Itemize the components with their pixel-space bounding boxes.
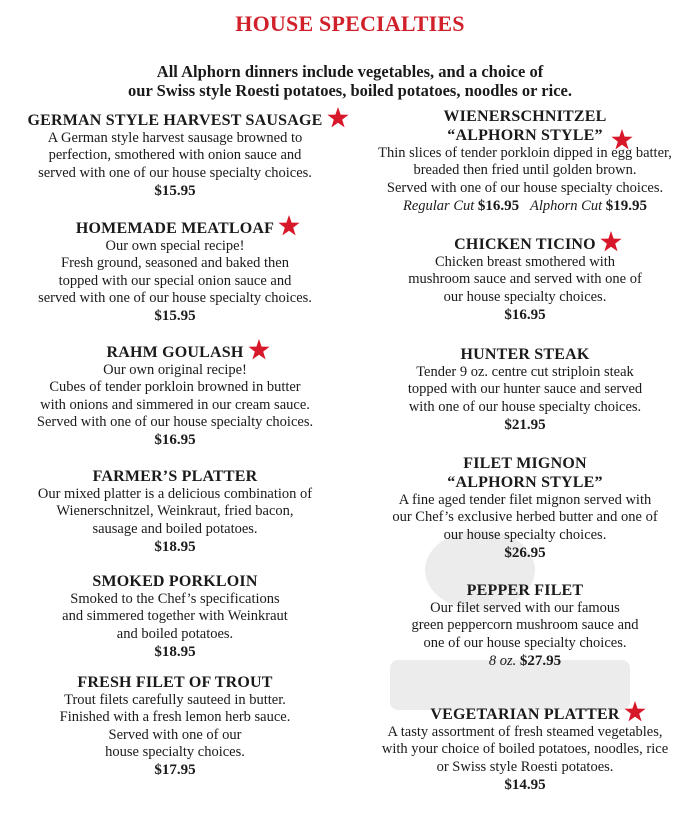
menu-item-name [454,235,596,254]
red-star-icon [278,215,300,237]
menu-item-description-line: our house specialty choices. [443,526,607,543]
menu-item-title: RAHM GOULASH [106,344,244,361]
menu-item-description-line: topped with our special onion sauce and [58,272,292,289]
menu-item-title: FARMER’S PLATTER [92,468,258,485]
intro-line-2: our Swiss style Roesti potatoes, boiled potatoes, noodles or rice. [128,81,572,100]
menu-item-description-line: served with one of our house specialty choices. [38,289,312,306]
menu-item-description-line: Served with one of our house specialty choices. [386,179,664,196]
price-option-value: $27.95 [519,652,562,669]
menu-item [0,673,350,779]
menu-item-description-line: with onions and simmered in our cream sauce. [40,396,310,413]
menu-item-description-line: green peppercorn mushroom sauce and [411,617,639,634]
price-option-label: 8 oz. [488,652,517,669]
menu-item [0,572,350,661]
menu-item-title: FRESH FILET OF TROUT [77,674,273,691]
menu-item-title: PEPPER FILET [466,582,584,599]
menu-item-description-line: A German style harvest sausage browned to [47,130,303,146]
menu-item [350,454,700,562]
menu-item-description-line: Finished with a fresh lemon herb sauce. [59,709,291,726]
menu-item-price: $15.95 [154,182,196,199]
menu-item-price: $15.95 [154,308,196,325]
menu-item-description-line: Our filet served with our famous [430,600,620,616]
menu-item-title: HUNTER STEAK [460,346,590,363]
menu-item-name [447,454,602,492]
menu-item-description-line: one of our house specialty choices. [423,634,627,651]
red-star-icon [624,701,646,723]
red-star-icon [611,129,633,151]
menu-item [0,343,350,449]
menu-item-description-line: our Chef’s exclusive herbed butter and one of [392,509,658,526]
menu-item-name [430,705,619,724]
menu-item-description-line: A tasty assortment of fresh steamed vegetables, [387,724,663,740]
menu-item-title: VEGETARIAN PLATTER [430,706,620,723]
menu-item-name [467,581,584,600]
menu-item-subtitle: “ALPHORN STYLE” [447,474,603,491]
menu-item [350,581,700,670]
menu-item-price: $16.95 [504,306,546,323]
menu-item-description-line: and boiled potatoes. [116,625,234,642]
menu-item [350,107,700,215]
menu-item-description-line: Served with one of our house specialty choices. [36,413,314,430]
menu-item-description-line: Served with one of our [108,726,242,743]
menu-item-description-line: or Swiss style Roesti potatoes. [436,758,614,775]
menu-item-description-line: Trout filets carefully sauteed in butter. [64,692,286,708]
menu-item-name [77,673,272,692]
price-option-label: Alphorn Cut [530,197,603,214]
price-option-label: Regular Cut [402,197,475,214]
menu-item-description-line: mushroom sauce and served with one of [408,271,642,288]
menu-item-description-line: topped with our hunter sauce and served [407,381,643,398]
menu-item-description-line: Tender 9 oz. centre cut striploin steak [416,364,634,380]
menu-item-price-options [350,197,700,215]
menu-item-description-line: Our own special recipe! [105,238,245,254]
menu-item-price: $18.95 [154,643,196,660]
menu-item-title: WIENERSCHNITZEL [443,108,607,125]
menu-item-title: FILET MIGNON [463,455,587,472]
page-title: HOUSE SPECIALTIES [235,11,465,36]
menu-item-name [93,467,258,486]
price-option-value: $16.95 [477,197,520,214]
red-star-icon [248,339,270,361]
red-star-icon [600,231,622,253]
menu-item-description-line: Our mixed platter is a delicious combination of [37,486,313,502]
menu-item [0,111,350,200]
menu-item-name [443,107,606,145]
menu-item-description-line: house specialty choices. [105,743,245,760]
menu-item-description-line: with your choice of boiled potatoes, noodles, rice [381,741,669,758]
menu-item [0,219,350,325]
menu-item-title: CHICKEN TICINO [454,236,596,253]
menu-item-description-line: Smoked to the Chef’s specifications [70,591,280,607]
menu-item [350,345,700,434]
menu-item-description-line: served with one of our house specialty choices. [38,164,312,181]
menu-item-price: $21.95 [504,416,546,433]
menu-item-name [27,111,322,130]
menu-item-description-line: Wienerschnitzel, Weinkraut, fried bacon, [56,503,294,520]
menu-item-description-line: perfection, smothered with onion sauce and [48,147,302,164]
intro-text [0,62,700,100]
price-option-value: $19.95 [605,197,648,214]
menu-item-description-line: and simmered together with Weinkraut [62,608,288,625]
menu-item-description-line: Chicken breast smothered with [435,254,615,270]
menu-item-price: $26.95 [504,544,546,561]
menu-item-description-line: with one of our house specialty choices. [408,398,642,415]
menu-item-description-line: Our own original recipe! [103,362,247,378]
menu-item [350,235,700,324]
menu-item-description-line: Fresh ground, seasoned and baked then [61,255,289,272]
intro-line-1: All Alphorn dinners include vegetables, and a choice of [156,62,544,81]
menu-item-name [460,345,589,364]
menu-item-title: GERMAN STYLE HARVEST SAUSAGE [27,112,323,129]
menu-item-title: SMOKED PORKLOIN [92,573,258,590]
menu-item-name [76,219,274,238]
menu-item [350,705,700,794]
menu-item-description-line: A fine aged tender filet mignon served with [398,492,652,508]
menu-item-description-line: sausage and boiled potatoes. [92,520,258,537]
menu-item-description-line: breaded then fried until golden brown. [413,162,637,179]
menu-item-description-line: our house specialty choices. [443,288,607,305]
menu-item [0,467,350,556]
menu-item-price: $14.95 [504,776,546,793]
menu-item-name [92,572,257,591]
red-star-icon [327,107,349,129]
menu-item-description-line: Cubes of tender porkloin browned in butter [49,379,301,396]
menu-item-title: HOMEMADE MEATLOAF [75,220,275,237]
menu-item-subtitle: “ALPHORN STYLE” [447,127,603,144]
menu-item-name [106,343,243,362]
menu-item-price-options [350,652,700,670]
menu-item-price: $16.95 [154,432,196,449]
menu-item-price: $17.95 [154,762,196,779]
menu-item-price: $18.95 [154,538,196,555]
menu-item-description-line: Thin slices of tender porkloin dipped in egg batter, [378,145,672,161]
